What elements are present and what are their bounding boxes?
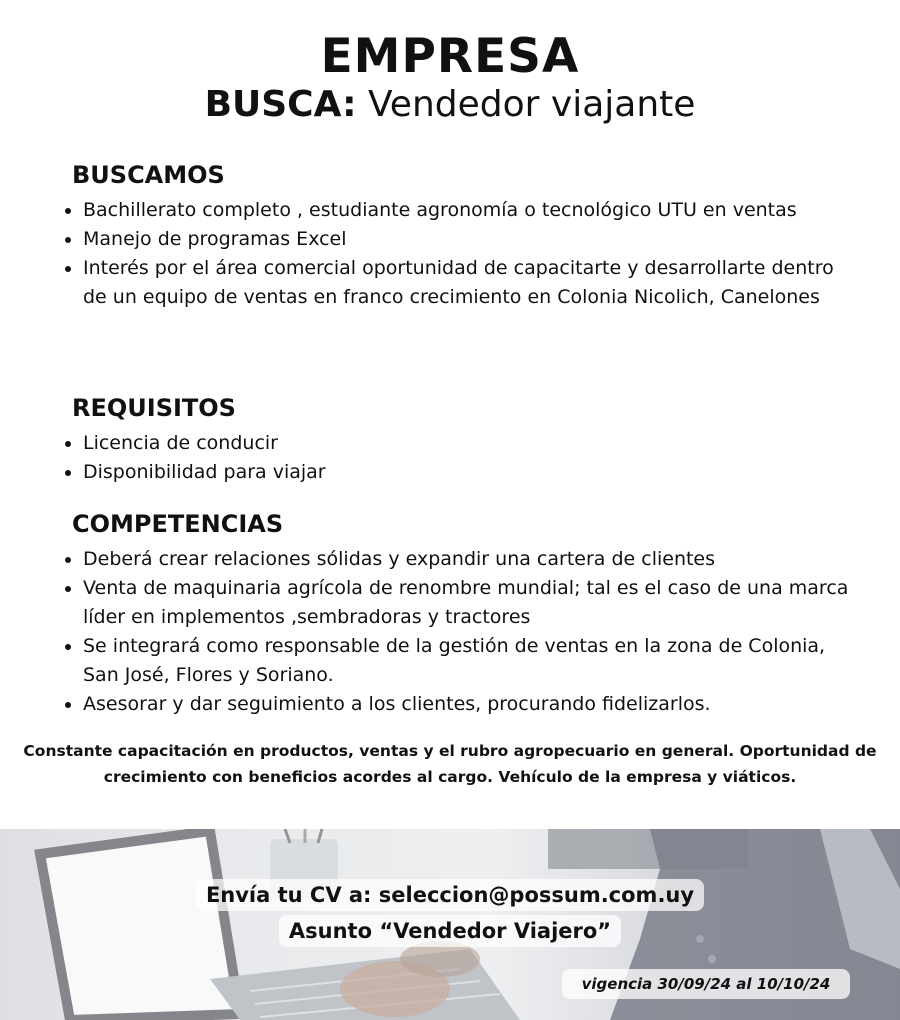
page-title: EMPRESA (320, 29, 580, 84)
section-buscamos (60, 160, 860, 312)
list-item: Se integrará como responsable de la gestión de ventas en la zona de Colonia, San José, Flores y Soriano. (83, 632, 860, 690)
list-item: Licencia de conducir (83, 429, 860, 458)
section-competencias (60, 509, 860, 719)
list-item: Deberá crear relaciones sólidas y expandir una cartera de clientes (83, 545, 860, 574)
page-subtitle (0, 80, 900, 130)
list-item: Interés por el área comercial oportunidad de capacitarte y desarrollarte dentro de un equipo de ventas en franco crecimiento en Colonia Nicolich, Canelones (83, 254, 860, 312)
section-requisitos (60, 393, 860, 487)
subject-line: Asunto “Vendedor Viajero” (279, 915, 621, 947)
bullet-list (60, 196, 860, 312)
busca-label: BUSCA: (204, 84, 357, 125)
section-heading: REQUISITOS (72, 394, 236, 422)
position-name: Vendedor viajante (356, 84, 696, 125)
list-item: Bachillerato completo , estudiante agronomía o tecnológico UTU en ventas (83, 196, 860, 225)
benefits-text: Constante capacitación en productos, ventas y el rubro agropecuario en general. Oportunidad de crecimiento con beneficios acordes al cargo. Vehículo de la empresa y viáticos. (23, 742, 877, 786)
section-heading: BUSCAMOS (72, 161, 225, 189)
contact-box (185, 877, 715, 957)
bullet-list (60, 545, 860, 719)
contact-banner (0, 829, 900, 1020)
list-item: Disponibilidad para viajar (83, 458, 860, 487)
list-item: Asesorar y dar seguimiento a los clientes, procurando fidelizarlos. (83, 690, 860, 719)
validity-badge: vigencia 30/09/24 al 10/10/24 (562, 969, 850, 999)
bullet-list (60, 429, 860, 487)
list-item: Manejo de programas Excel (83, 225, 860, 254)
section-heading: COMPETENCIAS (72, 510, 284, 538)
cv-email-line: Envía tu CV a: seleccion@possum.com.uy (196, 879, 704, 911)
list-item: Venta de maquinaria agrícola de renombre mundial; tal es el caso de una marca líder en implementos ,sembradoras y tractores (83, 574, 860, 632)
